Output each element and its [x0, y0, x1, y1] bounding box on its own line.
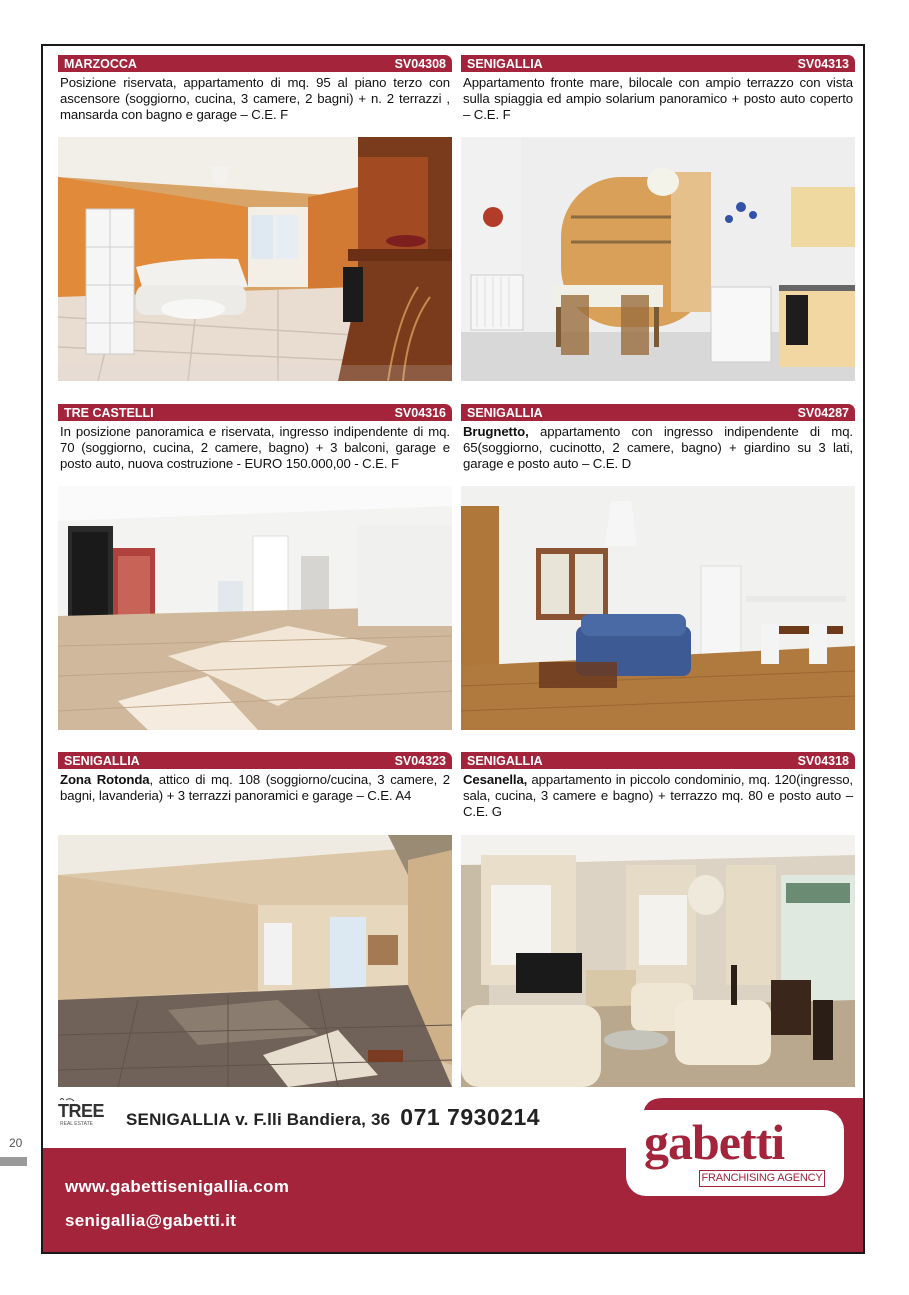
listing-code: SV04316: [394, 405, 446, 420]
tree-logo-sub: REAL ESTATE: [60, 1121, 93, 1127]
listing-header: [58, 752, 452, 769]
listing-code: SV04287: [797, 405, 849, 420]
contact-line: [126, 1104, 540, 1131]
agency-address: SENIGALLIA v. F.lli Bandiera, 36: [126, 1110, 391, 1129]
listing-code: SV04313: [797, 56, 849, 71]
listing-city: TRE CASTELLI: [64, 405, 154, 420]
listing-photo[interactable]: [58, 486, 452, 730]
attic-photo: [58, 835, 452, 1087]
brand-tagline: FRANCHISING AGENCY: [699, 1170, 825, 1187]
listing-city: SENIGALLIA: [467, 56, 543, 71]
tree-logo-text: TREE: [58, 1101, 105, 1121]
listing-text: In posizione panoramica e riservata, ingresso indipendente di mq. 70 (soggiorno, cucina, 2 camere, bagno) + 3 balconi, garage e posto auto, nuova costruzione - EURO 150.000,00 - C.E. F: [60, 424, 450, 472]
page-number-bar: [0, 1157, 27, 1166]
listing-description: [463, 424, 853, 484]
gabetti-logo: gabetti: [644, 1114, 785, 1170]
listing-text: appartamento con ingresso indipendente di mq. 65(soggiorno, cucinotto, 2 camere, bagno) + giardino su 3 lati, garage e posto auto – C.E. D: [463, 424, 853, 472]
listing-city: MARZOCCA: [64, 56, 137, 71]
listing-code: SV04323: [394, 753, 446, 768]
living-room-photo: [58, 137, 452, 381]
kitchen-photo: [461, 137, 855, 381]
listing-code: SV04318: [797, 753, 849, 768]
listing-city: SENIGALLIA: [64, 753, 140, 768]
listing-card: [461, 752, 855, 1087]
listing-text: , attico di mq. 108 (soggiorno/cucina, 3 camere, 2 bagni, lavanderia) + 3 terrazzi panoramici e garage – C.E. A4: [60, 772, 451, 804]
listing-text: Appartamento fronte mare, bilocale con ampio terrazzo con vista sulla spiaggia ed ampio solarium panoramico + posto auto coperto – C.E. F: [463, 75, 853, 123]
listing-description: [463, 75, 853, 135]
listing-photo[interactable]: [58, 137, 452, 381]
leather-sofa-photo: [461, 835, 855, 1087]
website-link[interactable]: www.gabettisenigallia.com: [65, 1177, 290, 1196]
listing-card: [58, 55, 452, 380]
listing-city: SENIGALLIA: [467, 753, 543, 768]
listing-text: Posizione riservata, appartamento di mq. 95 al piano terzo con ascensore (soggiorno, cucina, 3 camere, 2 bagni) + n. 2 terrazzi , mansarda con bagno e garage – C.E. F: [60, 75, 450, 123]
listing-highlight: Brugnetto,: [463, 424, 529, 439]
listing-card: [461, 404, 855, 730]
blue-sofa-photo: [461, 486, 855, 730]
listing-photo[interactable]: [461, 835, 855, 1087]
listing-header: [461, 752, 855, 769]
listing-description: [60, 75, 450, 135]
listing-photo[interactable]: [461, 486, 855, 730]
listing-highlight: Zona Rotonda: [60, 772, 150, 787]
listing-photo[interactable]: [461, 137, 855, 381]
agency-phone[interactable]: 071 7930214: [400, 1104, 541, 1130]
listing-header: [58, 404, 452, 421]
page-number: 20: [9, 1136, 23, 1150]
listing-code: SV04308: [394, 56, 446, 71]
listing-text: appartamento in piccolo condominio, mq. 120(ingresso, sala, cucina, 3 camere e bagno) + terrazzo mq. 80 e posto auto – C.E. G: [463, 772, 853, 820]
listing-header: [461, 404, 855, 421]
listing-photo[interactable]: [58, 835, 452, 1087]
listing-description: [463, 772, 853, 832]
listing-card: [58, 752, 452, 1087]
empty-room-photo: [58, 486, 452, 730]
listing-city: SENIGALLIA: [467, 405, 543, 420]
tree-logo: [56, 1098, 114, 1131]
email-link[interactable]: senigallia@gabetti.it: [65, 1211, 237, 1230]
listing-card: [461, 55, 855, 380]
listing-header: [58, 55, 452, 72]
listing-description: [60, 772, 450, 832]
listing-card: [58, 404, 452, 730]
listing-header: [461, 55, 855, 72]
listing-highlight: Cesanella,: [463, 772, 528, 787]
listing-description: [60, 424, 450, 484]
